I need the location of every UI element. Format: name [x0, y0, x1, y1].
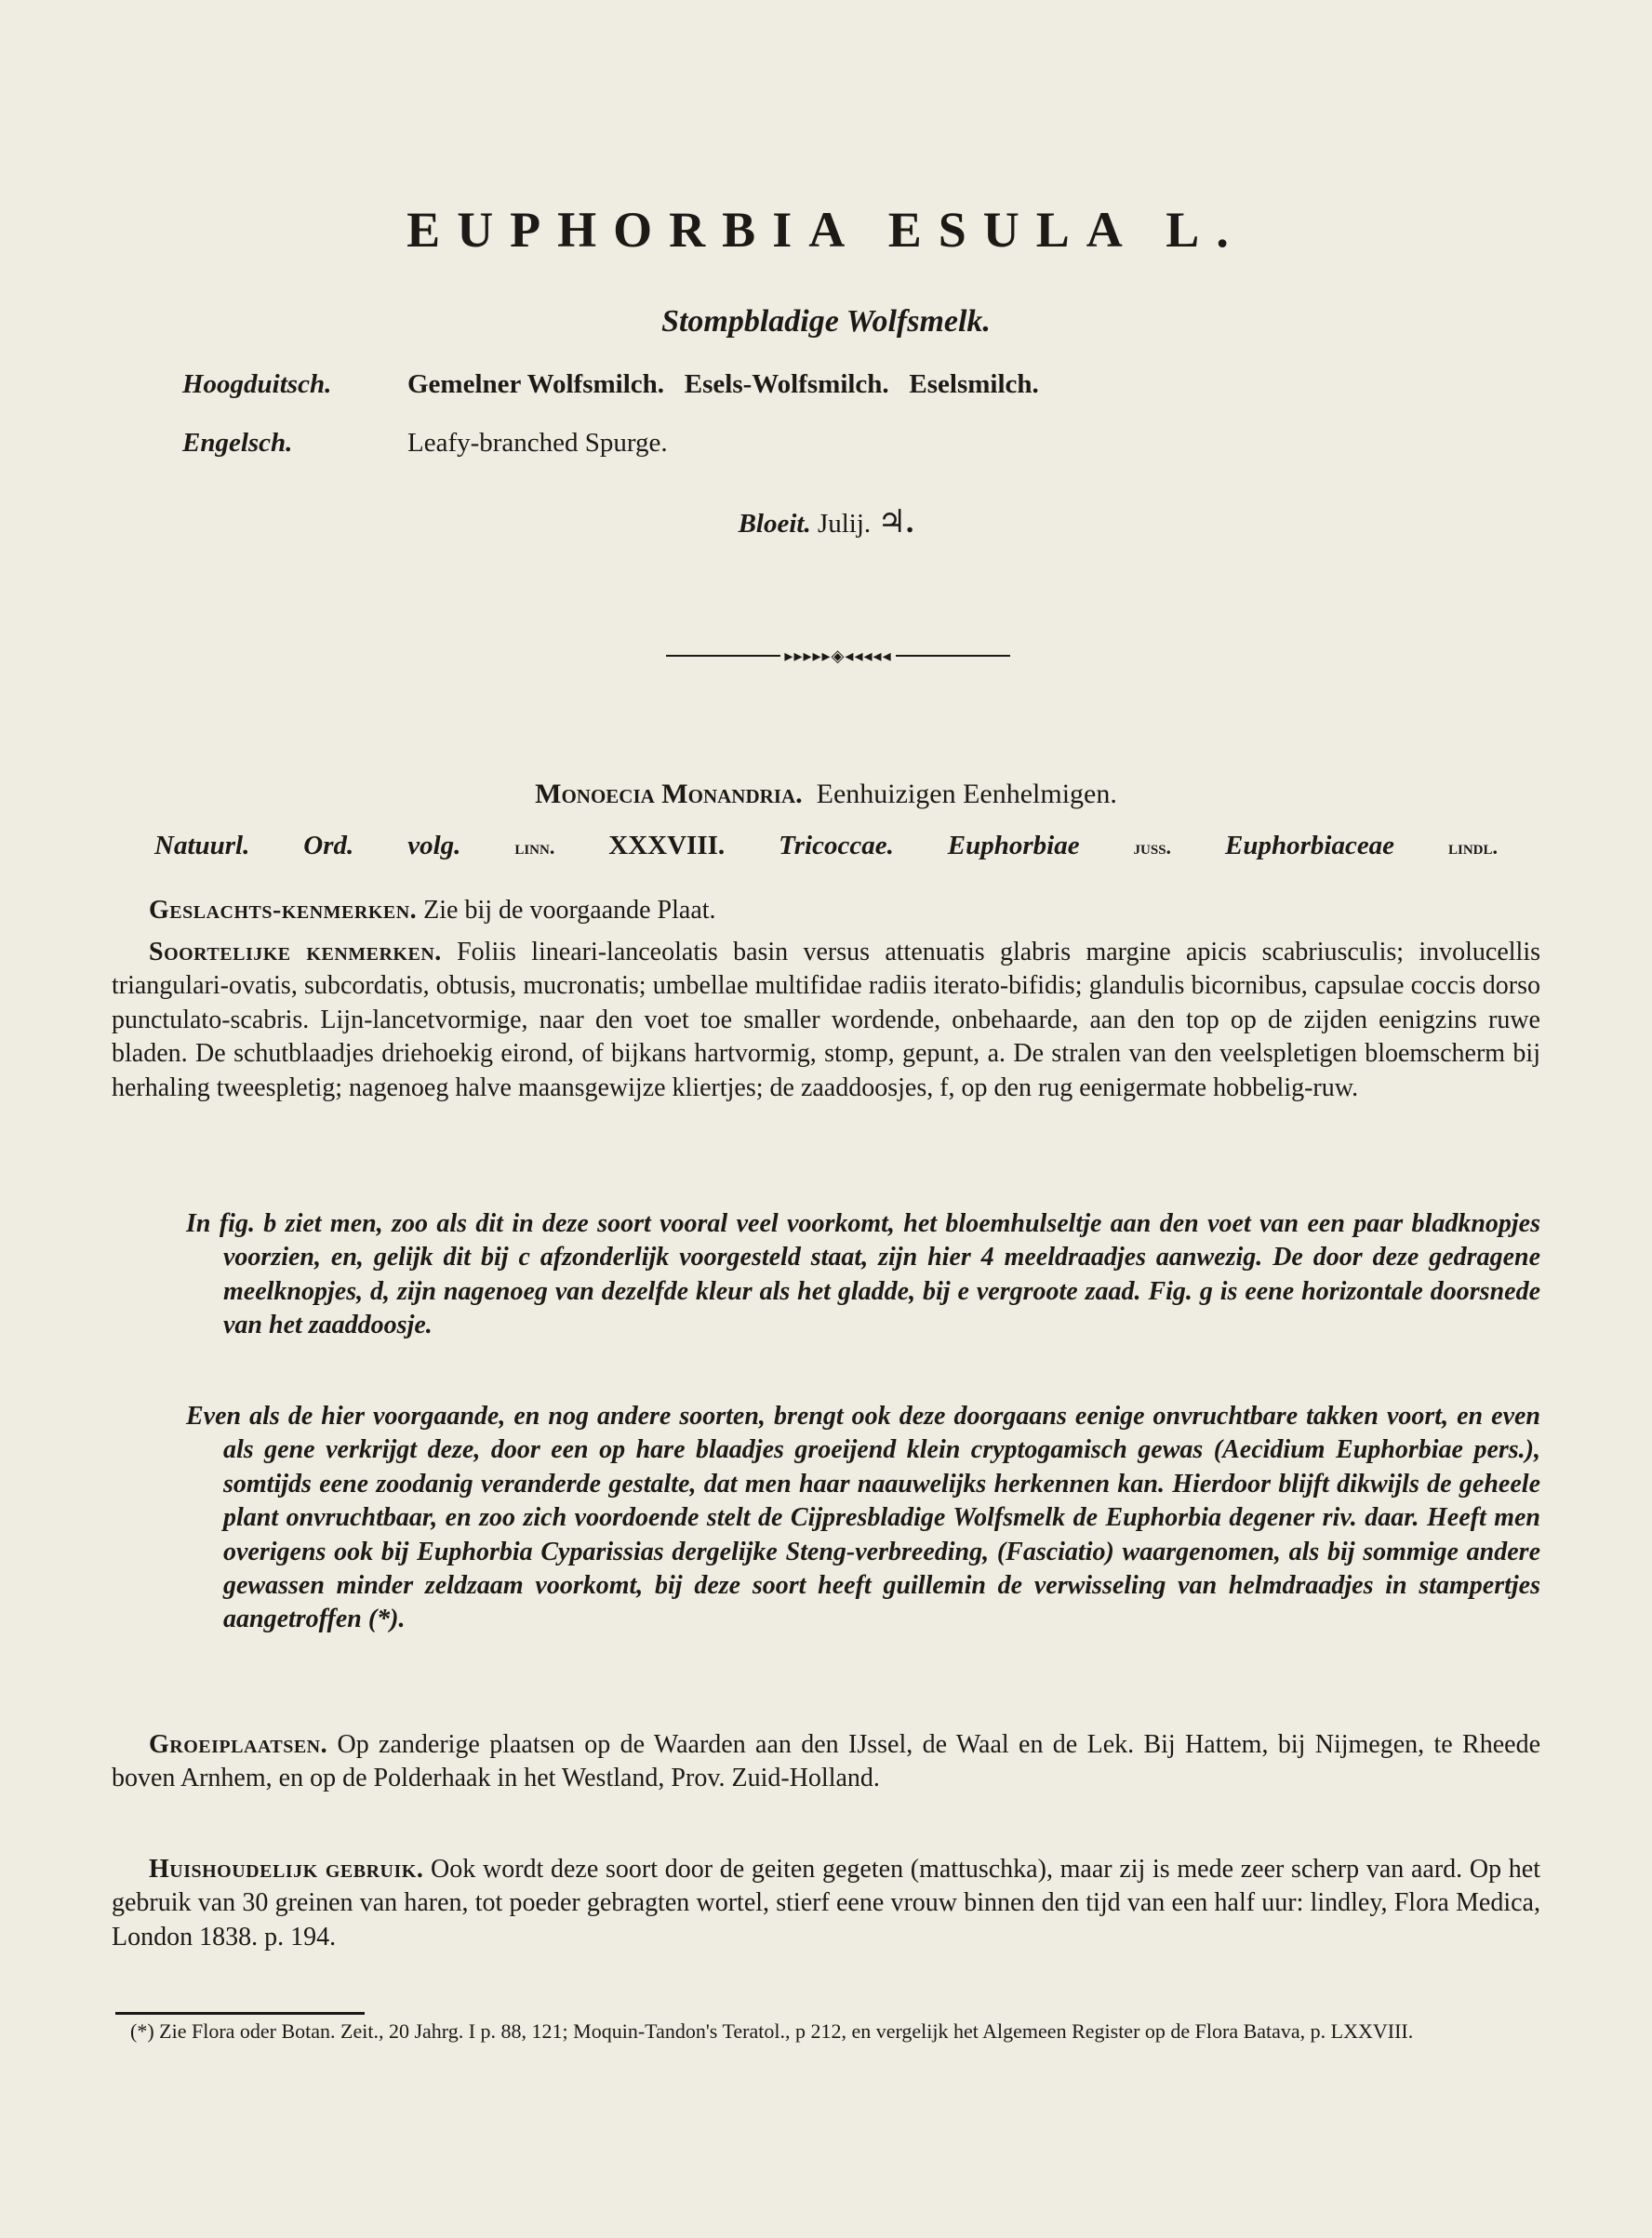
language-label: Hoogduitsch. [182, 369, 332, 399]
name-row-english [182, 428, 668, 459]
order-label: Natuurl. Ord. volg. [154, 831, 461, 860]
section-heading: Groeiplaatsen. [149, 1730, 328, 1759]
section-heading: Huishoudelijk gebruik. [149, 1855, 424, 1884]
domestic-use [112, 1853, 1540, 1954]
footnote: (*) Zie Flora oder Botan. Zeit., 20 Jahrg. I p. 88, 121; Moquin-Tandon's Teratol., p 212, en vergelijk het Algemeen Register op de Flora Batava, p. LXXVIII. [130, 2019, 1414, 2043]
common-names: Gemelner Wolfsmilch. Esels-Wolfsmilch. Eselsmilch. [407, 369, 1039, 399]
section-heading: Soortelijke kenmerken. [149, 938, 442, 966]
section-heading: Geslachts-kenmerken. [149, 896, 418, 925]
section-text: Op zanderige plaatsen op de Waarden aan den IJssel, de Waal en de Lek. Bij Hattem, bij Nijmegen, te Rheede boven Arnhem, en op de Polderhaak in het Westland, Prov. Zuid-Holland. [112, 1730, 1540, 1793]
ornament-divider [666, 642, 1010, 670]
order-number: XXXVIII. [608, 831, 726, 860]
language-label: Engelsch. [182, 428, 293, 458]
class-dutch: Eenhuizigen Eenhelmigen. [816, 779, 1117, 809]
ornament-glyph: ▸▸▸▸▸◈◂◂◂◂◂ [784, 646, 892, 665]
author-linn: linn. [514, 835, 555, 859]
author-juss: juss. [1133, 835, 1172, 859]
section-text: Zie bij de voorgaande Plaat. [423, 896, 716, 925]
class-latin: Monoecia Monandria. [535, 779, 803, 809]
section-text: Ook wordt deze soort door de geiten gegeten (mattuschka), maar zij is mede zeer scherp van aard. Op het gebruik van 30 greinen van haren, tot poeder gebragten wortel, stierf eene vrouw binnen den tijd van een half uur: lindley, Flora Medica, London 1838. p. 194. [112, 1855, 1540, 1952]
order-euphorbiaceae: Euphorbiaceae [1225, 831, 1395, 860]
name-row-german [182, 369, 1039, 400]
linnaean-classification [0, 779, 1652, 810]
habitats [112, 1728, 1540, 1796]
author-lindl: lindl. [1448, 835, 1499, 859]
page-title: EUPHORBIA ESULA L. [406, 202, 1246, 258]
flowering-month: Julij. [817, 509, 872, 539]
divider-line-left [666, 655, 780, 657]
variation-notes: Even als de hier voorgaande, en nog andere soorten, brengt ook deze doorgaans eenige onvruchtbare takken voort, en even als gene verkrijgt deze, door een op hare blaadjes groeijend klein cryptogamisch gewas (Aecidium Euphorbiae pers.), somtijds eene zoodanig veranderde gestalte, dat men haar naauwelijks herkennen kan. Hierdoor blijft dikwijls de geheele plant onvruchtbaar, en zoo zich voordoende stelt de Cijpresbladige Wolfsmelk de Euphorbia degener riv. daar. Heeft men overigens ook bij Euphorbia Cyparissias dergelijke Steng-verbreeding, (Fasciatio) waargenomen, als bij sommige andere gewassen minder zeldzaam voorkomt, bij deze soort heeft guillemin de verwisseling van helmdraadjes in stampertjes aangetroffen (*). [186, 1402, 1540, 1634]
flowering-label: Bloeit. [738, 509, 811, 539]
figure-description: In fig. b ziet men, zoo als dit in deze soort vooral veel voorkomt, het bloemhulseltje aan den voet van een paar bladknopjes voorzien, en, gelijk dit bij c afzonderlijk voorgesteld staat, zijn hier 4 meeldraadjes aanwezig. De door deze gedragene meelknopjes, d, zijn nagenoeg van dezelfde kleur als het gladde, bij e vergroote zaad. Fig. g is eene horizontale doorsnede van het zaaddoosje. [186, 1209, 1540, 1340]
species-characters [112, 936, 1540, 1105]
subtitle: Stompbladige Wolfsmelk. [661, 304, 991, 339]
footnote-rule [115, 2012, 365, 2015]
genus-characters [112, 894, 1540, 927]
order-euphorbiae: Euphorbiae [947, 831, 1080, 860]
divider-line-right [896, 655, 1010, 657]
common-names: Leafy-branched Spurge. [407, 428, 668, 458]
flowering-line [0, 503, 1652, 540]
order-tricoccae: Tricoccae. [779, 831, 894, 860]
section-text: Foliis lineari-lanceolatis basin versus attenuatis glabris margine apicis scabriusculis; involucellis triangulari-ovatis, subcordatis, obtusis, mucronatis; umbellae multifidae radiis iterato-bifidis; glandulis bicornibus, capsulae coccis dorso punctulato-scabris. Lijn-lancetvormige, naar den voet toe smaller wordende, onbehaarde, aan den top op de zijden eenigzins ruwe bladen. De schutblaadjes driehoekig eirond, of bijkans hartvormig, stomp, gepunt, a. De stralen van den veelspletigen bloemscherm bij herhaling tweespletig; nagenoeg halve maansgewijze kliertjes; de zaaddoosjes, f, op den rug eenigermate hobbelig-ruw. [112, 938, 1540, 1102]
natural-order-line [154, 831, 1498, 861]
perennial-symbol: ♃. [877, 505, 914, 540]
